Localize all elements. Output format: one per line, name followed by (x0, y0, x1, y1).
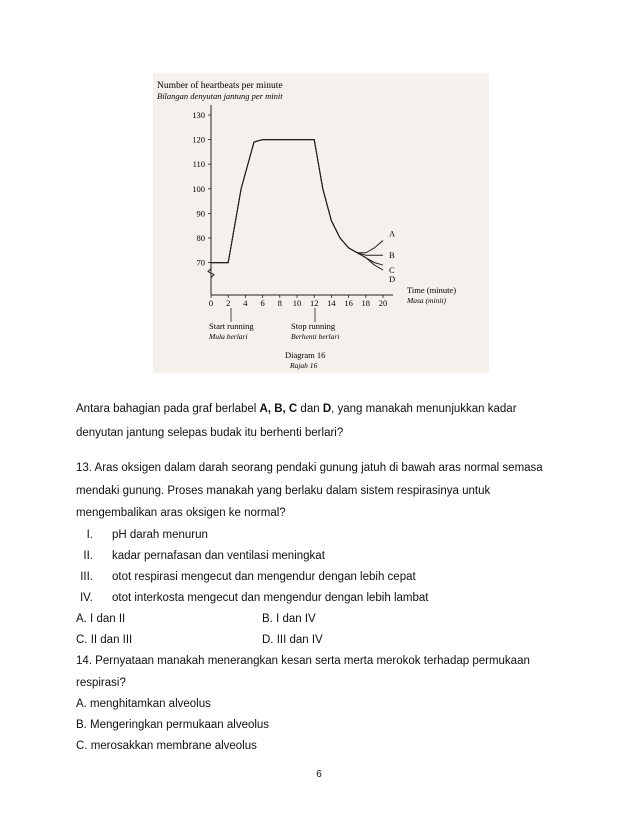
x-tick-labels (209, 295, 387, 308)
y-tick-label: 100 (192, 183, 205, 194)
question-13-line-1: 13. Aras oksigen dalam darah seorang pendaki gunung jatuh di bawah aras normal semasa (76, 462, 543, 474)
statement-number: III. (80, 571, 93, 583)
start-running-label-en: Start running (209, 321, 254, 331)
option-14-b[interactable]: B. Mengeringkan permukaan alveolus (76, 719, 270, 731)
y-axis-label-en: Number of heartbeats per minute (157, 81, 283, 91)
diagram-16 (153, 73, 489, 373)
curve-a (211, 140, 383, 263)
option-14-c[interactable]: C. merosakkan membrane alveolus (76, 740, 257, 752)
x-tick-label: 20 (378, 298, 388, 308)
heartbeat-curves (211, 140, 383, 270)
curve-label-b: B (389, 250, 395, 261)
question-12-line-2: denyutan jantung selepas budak itu berhenti berlari? (76, 427, 344, 439)
question-13-line-3: mengembalikan aras oksigen ke normal? (76, 507, 286, 519)
x-tick-label: 14 (327, 298, 336, 308)
question-12-text: Antara bahagian pada graf berlabel (76, 403, 260, 415)
question-13-line-2: mendaki gunung. Proses manakah yang berlaku dalam sistem respirasinya untuk (76, 485, 491, 497)
statement-number: IV. (79, 592, 93, 604)
statement-text: otot interkosta mengecut dan mengendur dengan lebih lambat (112, 592, 429, 604)
y-axis-label-ms: Bilangan denyutan jantung per minit (157, 91, 283, 101)
question-12-line-1 (76, 402, 517, 416)
question-12-text-end: , yang manakah menunjukkan kadar (331, 403, 517, 415)
x-axis-label-ms: Masa (minit) (407, 296, 446, 305)
conjunction-text: dan (297, 403, 323, 415)
statement-text: kadar pernafasan dan ventilasi meningkat (112, 550, 325, 562)
question-14-line-1: 14. Pernyataan manakah menerangkan kesan serta merta merokok terhadap permukaan (76, 655, 530, 667)
option-13-d[interactable]: D. III dan IV (262, 634, 323, 646)
x-tick-label: 6 (260, 298, 265, 308)
x-axis-label-en: Time (minute) (407, 285, 457, 295)
y-tick-label: 130 (192, 110, 205, 120)
curve-label-d: D (389, 273, 396, 284)
curve-labels (389, 228, 396, 284)
statement-text: pH darah menurun (112, 529, 208, 541)
y-tick-label: 120 (192, 134, 205, 145)
x-tick-label: 2 (226, 298, 231, 308)
label-a: A, (259, 403, 272, 415)
statement-text: otot respirasi mengecut dan mengendur dengan lebih cepat (112, 571, 416, 583)
start-running-label-ms: Mula berlari (209, 332, 248, 341)
x-tick-label: 16 (344, 298, 353, 308)
x-tick-label: 0 (208, 298, 214, 308)
statement-number: I. (86, 529, 93, 541)
curve-label-c: C (389, 265, 395, 276)
y-tick-label: 110 (192, 159, 205, 170)
y-tick-labels (192, 110, 211, 268)
stop-running-label-ms: Berhenti berlari (291, 332, 340, 341)
x-tick-label: 8 (277, 298, 282, 308)
label-c: C (288, 403, 298, 415)
option-13-c[interactable]: C. II dan III (76, 634, 133, 646)
y-tick-label: 80 (196, 233, 205, 243)
diagram-caption-ms: Rajah 16 (290, 361, 318, 370)
y-tick-label: 70 (196, 257, 205, 268)
heartbeat-graph (153, 73, 489, 373)
x-tick-label: 12 (309, 298, 319, 308)
option-13-a[interactable]: A. I dan II (76, 613, 126, 625)
curve-c (211, 140, 383, 265)
question-14-line-2: respirasi? (76, 677, 126, 689)
statement-number: II. (83, 550, 93, 562)
y-tick-label: 90 (196, 208, 205, 219)
diagram-caption-en: Diagram 16 (285, 350, 326, 360)
option-14-a[interactable]: A. menghitamkan alveolus (76, 698, 211, 710)
x-tick-label: 10 (292, 298, 302, 308)
label-d: D (322, 403, 332, 415)
curve-b (211, 140, 383, 263)
option-13-b[interactable]: B. I dan IV (262, 613, 316, 625)
label-b: B, (274, 403, 286, 415)
page-number: 6 (316, 769, 322, 780)
curve-label-a: A (389, 228, 396, 239)
x-tick-label: 18 (361, 298, 371, 308)
curve-d (211, 140, 383, 270)
stop-running-label-en: Stop running (291, 321, 336, 331)
x-tick-label: 4 (243, 298, 248, 308)
